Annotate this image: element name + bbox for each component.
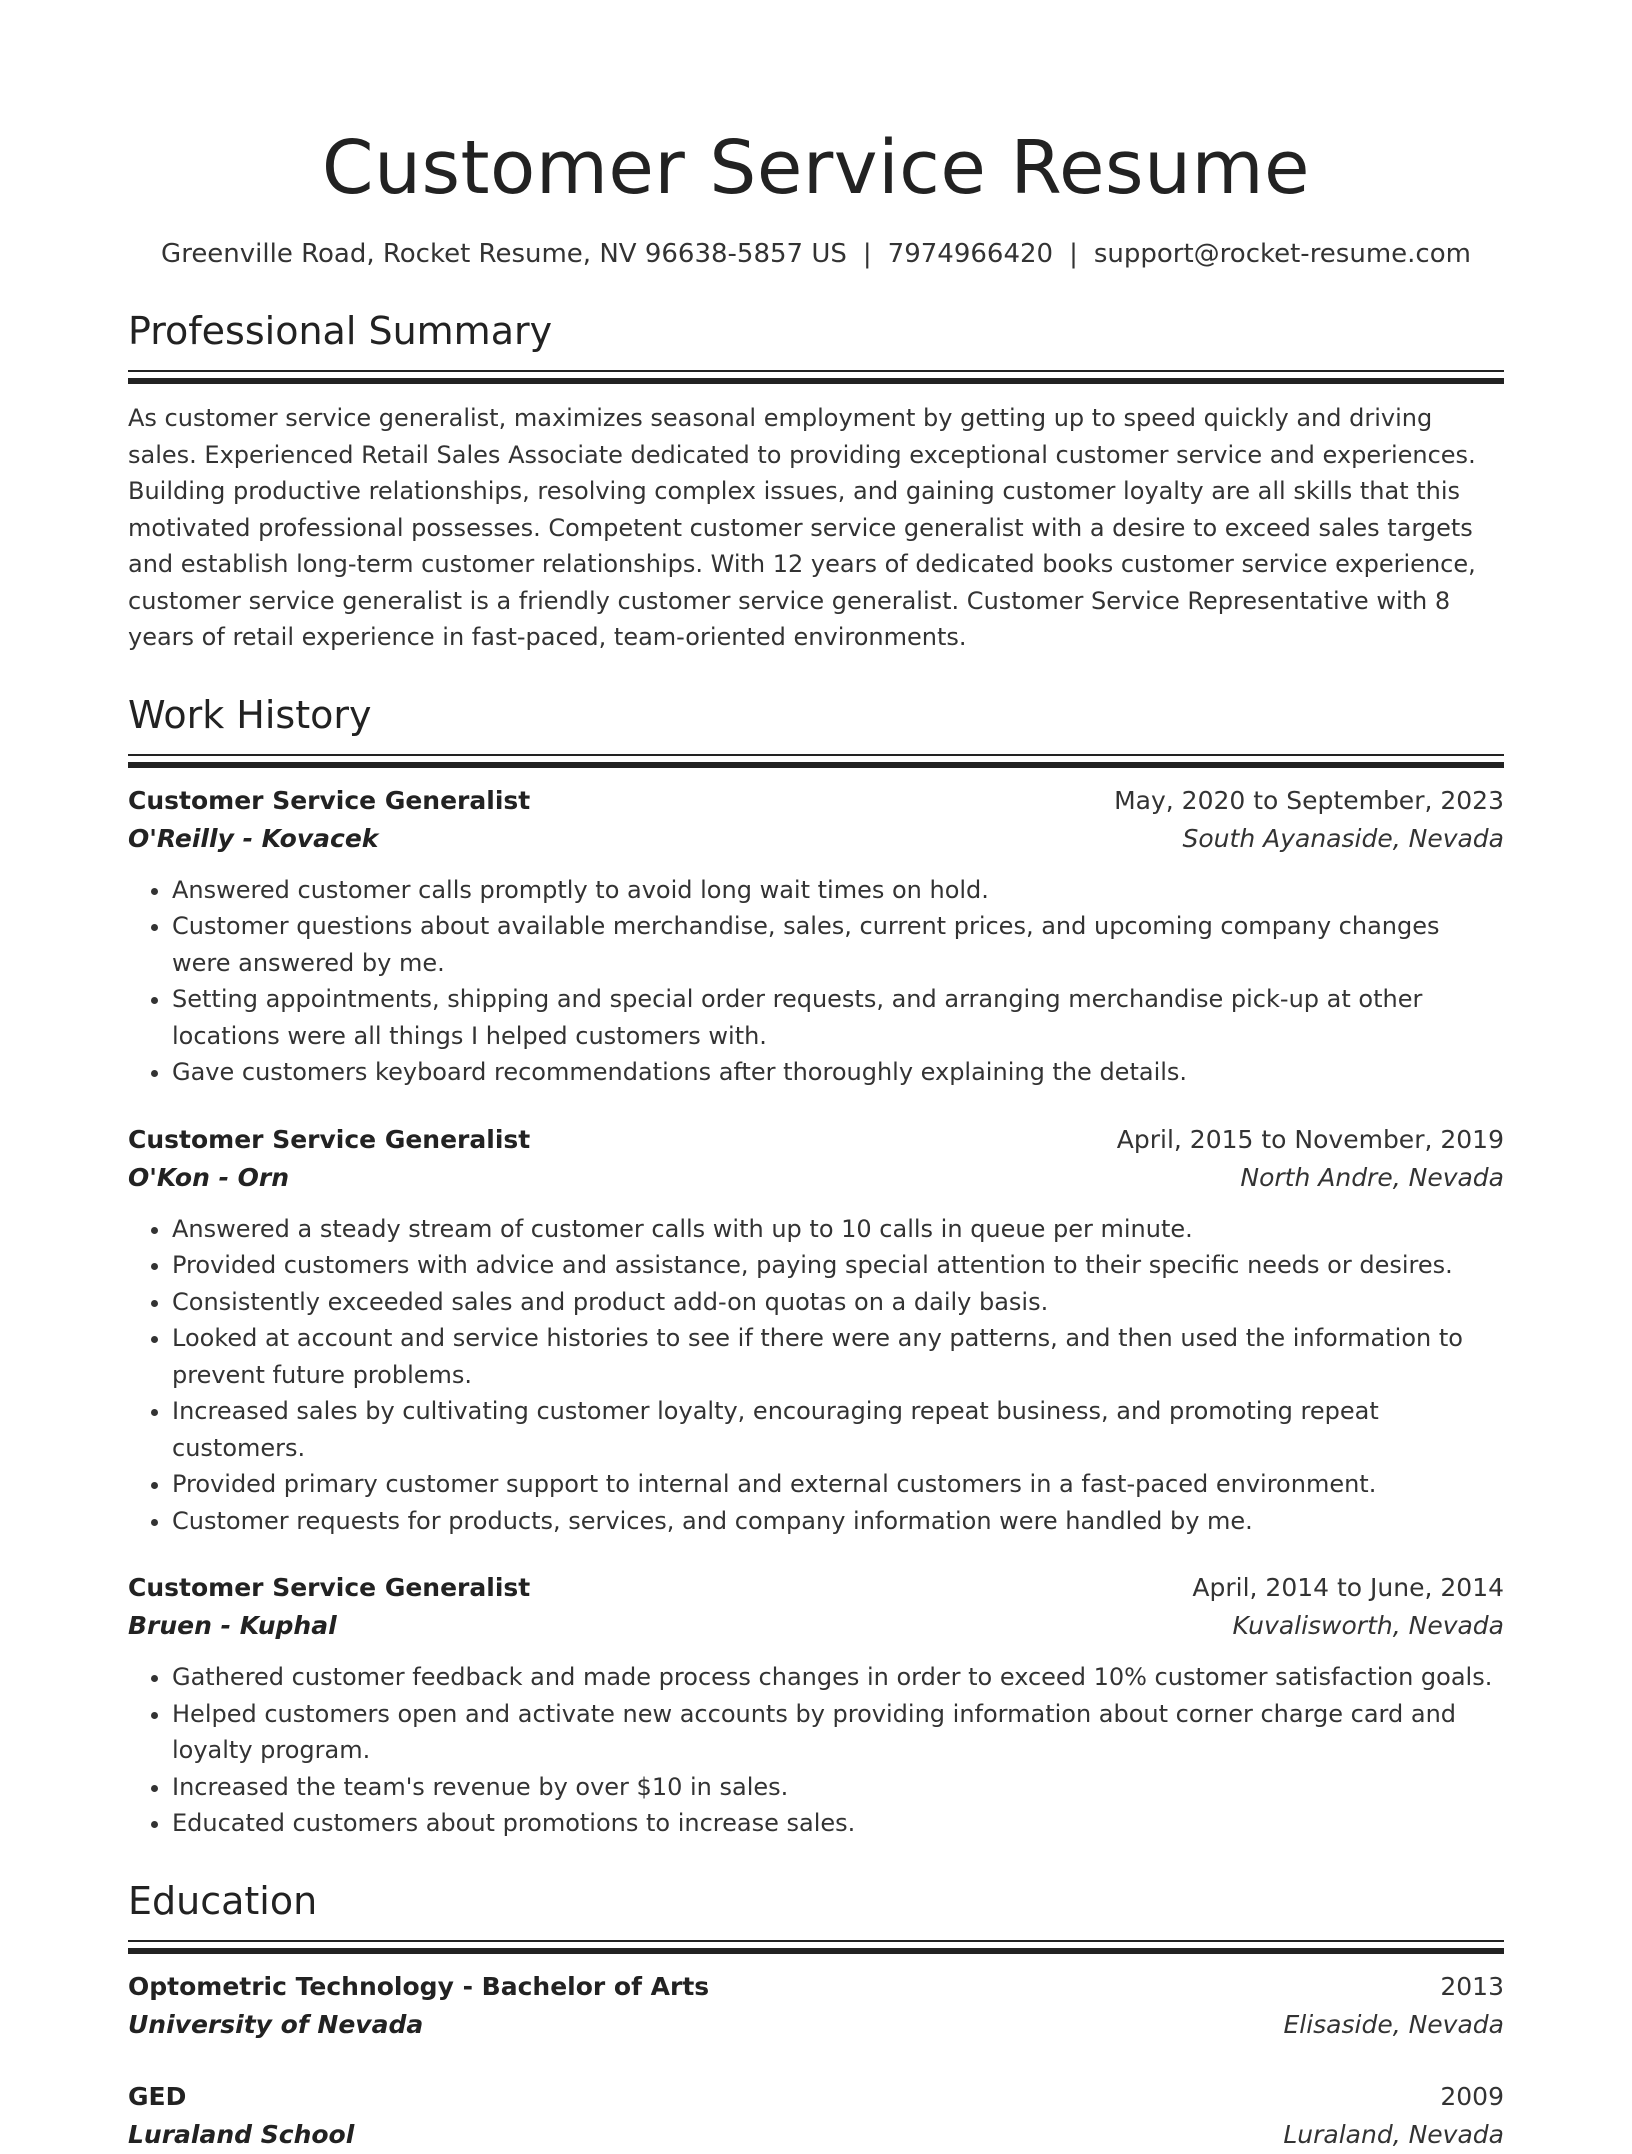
job-bullet: • Helped customers open and activate new accounts by providing information about corner charge card and loyalty program. [172, 1696, 1504, 1769]
job-bullet: • Answered customer calls promptly to avoid long wait times on hold. [172, 872, 1504, 909]
education-entry [128, 1968, 1504, 2044]
education-year: 2009 [1440, 2081, 1504, 2111]
job-title: Customer Service Generalist [128, 785, 531, 815]
education-degree: GED [128, 2081, 187, 2111]
education-entry [128, 2078, 1504, 2154]
job-bullet: • Gathered customer feedback and made process changes in order to exceed 10% customer satisfaction goals. [172, 1659, 1504, 1696]
section-heading-education: Education [128, 1878, 318, 1923]
job-bullets [128, 872, 1504, 1091]
job-bullet: • Increased sales by cultivating customer loyalty, encouraging repeat business, and promoting repeat customers. [172, 1393, 1504, 1466]
contact-line [128, 236, 1504, 272]
contact-phone: 7974966420 [887, 239, 1054, 269]
contact-separator: | [1069, 239, 1078, 269]
section-heading-summary: Professional Summary [128, 309, 553, 353]
job-location: Kuvalisworth, Nevada [1232, 1611, 1504, 1640]
job-dates: April, 2014 to June, 2014 [1192, 1573, 1504, 1602]
job-company: O'Reilly - Kovacek [128, 823, 379, 853]
job-bullet: • Setting appointments, shipping and special order requests, and arranging merchandise pick-up at other locations were all things I helped customers with. [172, 981, 1504, 1054]
job-bullets [128, 1211, 1504, 1540]
job-bullet: • Educated customers about promotions to increase sales. [172, 1805, 1504, 1842]
job-entry [128, 1121, 1504, 1540]
job-company: O'Kon - Orn [128, 1162, 290, 1192]
section-heading-work-history: Work History [128, 692, 372, 737]
job-dates: May, 2020 to September, 2023 [1114, 785, 1504, 815]
contact-separator: | [862, 239, 872, 269]
job-bullet: • Customer requests for products, services, and company information were handled by me. [172, 1503, 1504, 1540]
job-bullet: • Increased the team's revenue by over $10 in sales. [172, 1769, 1504, 1806]
job-bullet: • Customer questions about available merchandise, sales, current prices, and upcoming company changes were answered by me. [172, 908, 1504, 981]
job-bullet: • Gave customers keyboard recommendations after thoroughly explaining the details. [172, 1054, 1504, 1091]
job-location: South Ayanaside, Nevada [1182, 823, 1504, 853]
job-location: North Andre, Nevada [1240, 1162, 1504, 1192]
job-bullet: • Looked at account and service histories to see if there were any patterns, and then used the information to prevent future problems. [172, 1320, 1504, 1393]
education-year: 2013 [1440, 1971, 1504, 2001]
job-title: Customer Service Generalist [128, 1124, 531, 1154]
education-school: Luraland School [128, 2119, 355, 2149]
job-bullet: • Provided customers with advice and assistance, paying special attention to their specific needs or desires. [172, 1247, 1504, 1284]
job-bullet: • Consistently exceeded sales and product add-on quotas on a daily basis. [172, 1284, 1504, 1321]
job-bullet: • Answered a steady stream of customer calls with up to 10 calls in queue per minute. [172, 1211, 1504, 1248]
job-entry [128, 1569, 1504, 1842]
summary-text: As customer service generalist, maximizes seasonal employment by getting up to speed quickly and driving sales. Experienced Retail Sales Associate dedicated to providing exceptional customer service and experiences. Building productive relationships, resolving complex issues, and gaining customer loyalty are all skills that this motivated professional possesses. Competent customer service generalist with a desire to exceed sales targets and establish long-term customer relationships. With 12 years of dedicated books customer service experience, customer service generalist is a friendly customer service generalist. Customer Service Representative with 8 years of retail experience in fast-paced, team-oriented environments. [128, 404, 1476, 651]
contact-address: Greenville Road, Rocket Resume, NV 96638-5857 US [161, 239, 847, 269]
job-bullet: • Provided primary customer support to internal and external customers in a fast-paced environment. [172, 1466, 1504, 1503]
job-bullets [128, 1659, 1504, 1842]
contact-email: support@rocket-resume.com [1093, 239, 1471, 269]
job-entry [128, 782, 1504, 1091]
education-location: Luraland, Nevada [1283, 2119, 1504, 2149]
section-divider [128, 1940, 1504, 1954]
section-divider [128, 754, 1504, 768]
job-company: Bruen - Kuphal [128, 1611, 337, 1640]
education-school: University of Nevada [128, 2009, 424, 2039]
education-degree: Optometric Technology - Bachelor of Arts [128, 1971, 710, 2001]
job-title: Customer Service Generalist [128, 1573, 531, 1602]
resume-title: Customer Service Resume [321, 125, 1311, 211]
section-divider [128, 370, 1504, 384]
education-location: Elisaside, Nevada [1283, 2009, 1504, 2039]
job-dates: April, 2015 to November, 2019 [1116, 1124, 1504, 1154]
